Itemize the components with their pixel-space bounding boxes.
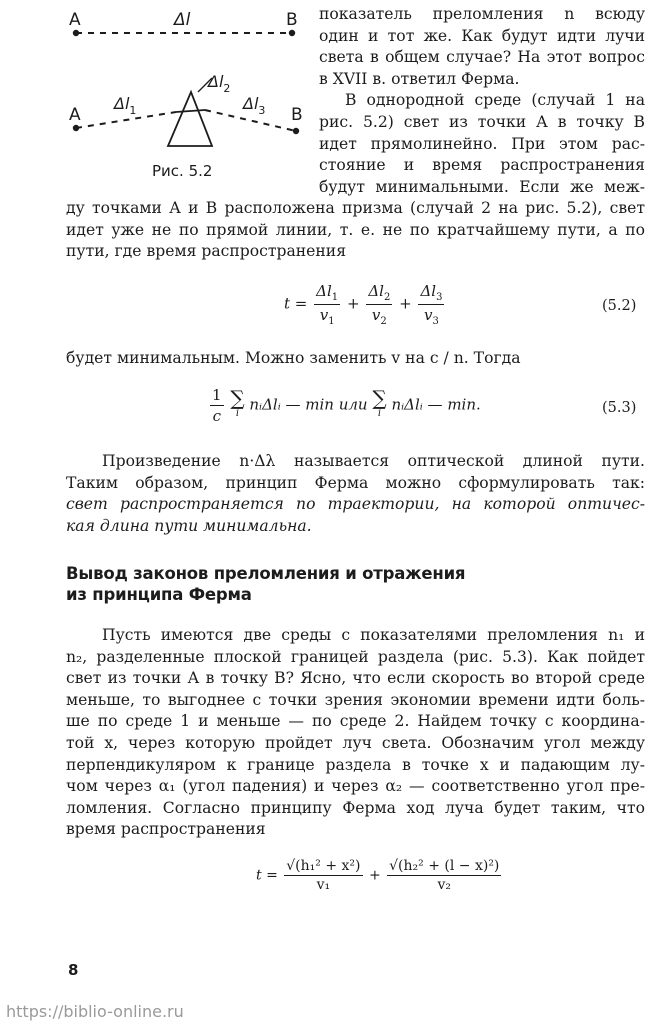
sum-sign: ∑ i: [372, 385, 387, 419]
label-delta-l1: $\Delta l_1$: [114, 94, 137, 117]
plus-sign: +: [399, 294, 412, 313]
text-line: В однородной среде (случай 1 на: [345, 91, 645, 110]
label-delta-l: Δl: [174, 10, 191, 30]
text-line: меньше, то выгоднее с точки зрения экономии времени идти боль-: [66, 690, 645, 709]
sum-term: nᵢΔlᵢ: [391, 395, 423, 414]
sum-term: nᵢΔlᵢ: [249, 395, 281, 414]
paragraph-fermat: [66, 625, 645, 841]
text-line: Таким образом, принцип Ферма можно сформулировать так:: [66, 473, 645, 492]
fraction-1: $\frac{\Delta l_1}{v_1}$: [316, 282, 339, 327]
plus-sign: +: [346, 294, 360, 313]
equation-number-5-3: (5.3): [602, 400, 637, 416]
footer-url[interactable]: https://biblio-online.ru: [6, 1002, 184, 1021]
plus-sign: +: [368, 867, 381, 884]
fraction-3: $\frac{\Delta l_3}{v_3}$: [420, 282, 443, 327]
text-line: чом через α₁ (угол падения) и через α₂ — соответственно угол пре-: [66, 777, 645, 796]
eq-t: t =: [284, 294, 308, 313]
ray-segment-3: [205, 110, 296, 131]
ray-segment-1: [76, 112, 176, 128]
heading-line: из принципа Ферма: [66, 585, 252, 604]
ray-segment-2: [176, 110, 205, 112]
text-line: стояние и время распространения: [319, 156, 645, 175]
text-line: в XVII в. ответил Ферма.: [319, 69, 520, 88]
text-line: ломления. Согласно принципу Ферма ход луча будет таким, что: [66, 798, 645, 817]
text-line: ше по среде 1 и меньше — по среде 2. Найдем точку с координа-: [66, 712, 645, 731]
label-a-top: A: [69, 10, 81, 30]
label-delta-l3: $\Delta l_3$: [243, 94, 266, 117]
equation-5-3: [208, 386, 481, 425]
text-line: света в общем случае? На этот вопрос: [319, 48, 645, 67]
fraction-sqrt-1: $\frac{\text{√(h₁² + x²)}}{\text{v₁}}$: [286, 858, 361, 893]
text-line: будут минимальными. Если же меж-: [319, 177, 645, 196]
figure-5-2: [60, 6, 310, 186]
prism-shape: [168, 92, 212, 146]
text-line: один и тот же. Как будут идти лучи: [319, 26, 645, 45]
text-line: пути, где время распространения: [66, 242, 347, 261]
figure-caption: Рис. 5.2: [152, 162, 213, 180]
text-line: время распространения: [66, 820, 266, 839]
text-line: показатель преломления n всюду: [319, 5, 645, 23]
min-text: — min или: [285, 395, 368, 414]
text-line: той x, через которую пройдет луч света. Обозначим угол между: [66, 733, 645, 752]
equation-number-5-2: (5.2): [602, 298, 637, 314]
label-b-bottom: B: [291, 105, 303, 125]
text-line: Пусть имеются две среды с показателями преломления n₁ и: [102, 626, 645, 644]
point-a-bottom: [73, 125, 79, 131]
label-delta-l2: $\Delta l_2$: [208, 72, 231, 95]
equation-5-2: [284, 282, 446, 327]
text-line: n₂, разделенные плоской границей раздела (рис. 5.3). Как пойдет: [66, 647, 645, 666]
label-a-bottom: A: [69, 105, 81, 125]
fraction-1-over-c: $\frac{1}{c}$: [212, 386, 222, 425]
text-line: идет прямолинейно. При этом рас-: [319, 134, 645, 153]
text-line: свет распространяется по траектории, на которой оптичес-: [66, 495, 645, 514]
label-b-top: B: [286, 10, 298, 30]
point-b-bottom: [293, 128, 299, 134]
heading-line: Вывод законов преломления и отражения: [66, 564, 466, 583]
text-line: идет уже не по прямой линии, т. е. не по кратчайшему пути, а по: [66, 220, 645, 239]
right-column-text: [319, 4, 645, 198]
text-line: рис. 5.2) свет из точки А в точку В: [319, 112, 645, 131]
paragraph-optical-path: [66, 451, 645, 537]
sum-sign: ∑ i: [230, 385, 245, 419]
text-line: перпендикуляром к границе раздела в точке x и падающим лу-: [66, 755, 645, 774]
page-number: 8: [68, 961, 79, 979]
fraction-sqrt-2: $\frac{\text{√(h₂² + (l − x)²)}}{\text{v₂}}$: [389, 858, 500, 893]
text-line: кая длина пути минимальна.: [66, 516, 312, 535]
point-b-top: [289, 30, 295, 36]
min-text: — min.: [427, 395, 481, 414]
paragraph-prism: [66, 198, 645, 263]
eq-t: t =: [256, 867, 278, 884]
point-a-top: [73, 30, 79, 36]
fraction-2: $\frac{\Delta l_2}{v_2}$: [368, 282, 391, 327]
equation-time: [256, 858, 503, 893]
text-line: свет из точки А в точку В? Ясно, что если скорость во второй среде: [66, 669, 645, 688]
text-line: будет минимальным. Можно заменить v на c / n. Тогда: [66, 349, 521, 367]
text-line: Произведение n·Δλ называется оптической длиной пути.: [102, 452, 645, 470]
text-line: ду точками А и В расположена призма (случай 2 на рис. 5.2), свет: [66, 199, 645, 217]
section-heading: [66, 563, 465, 605]
